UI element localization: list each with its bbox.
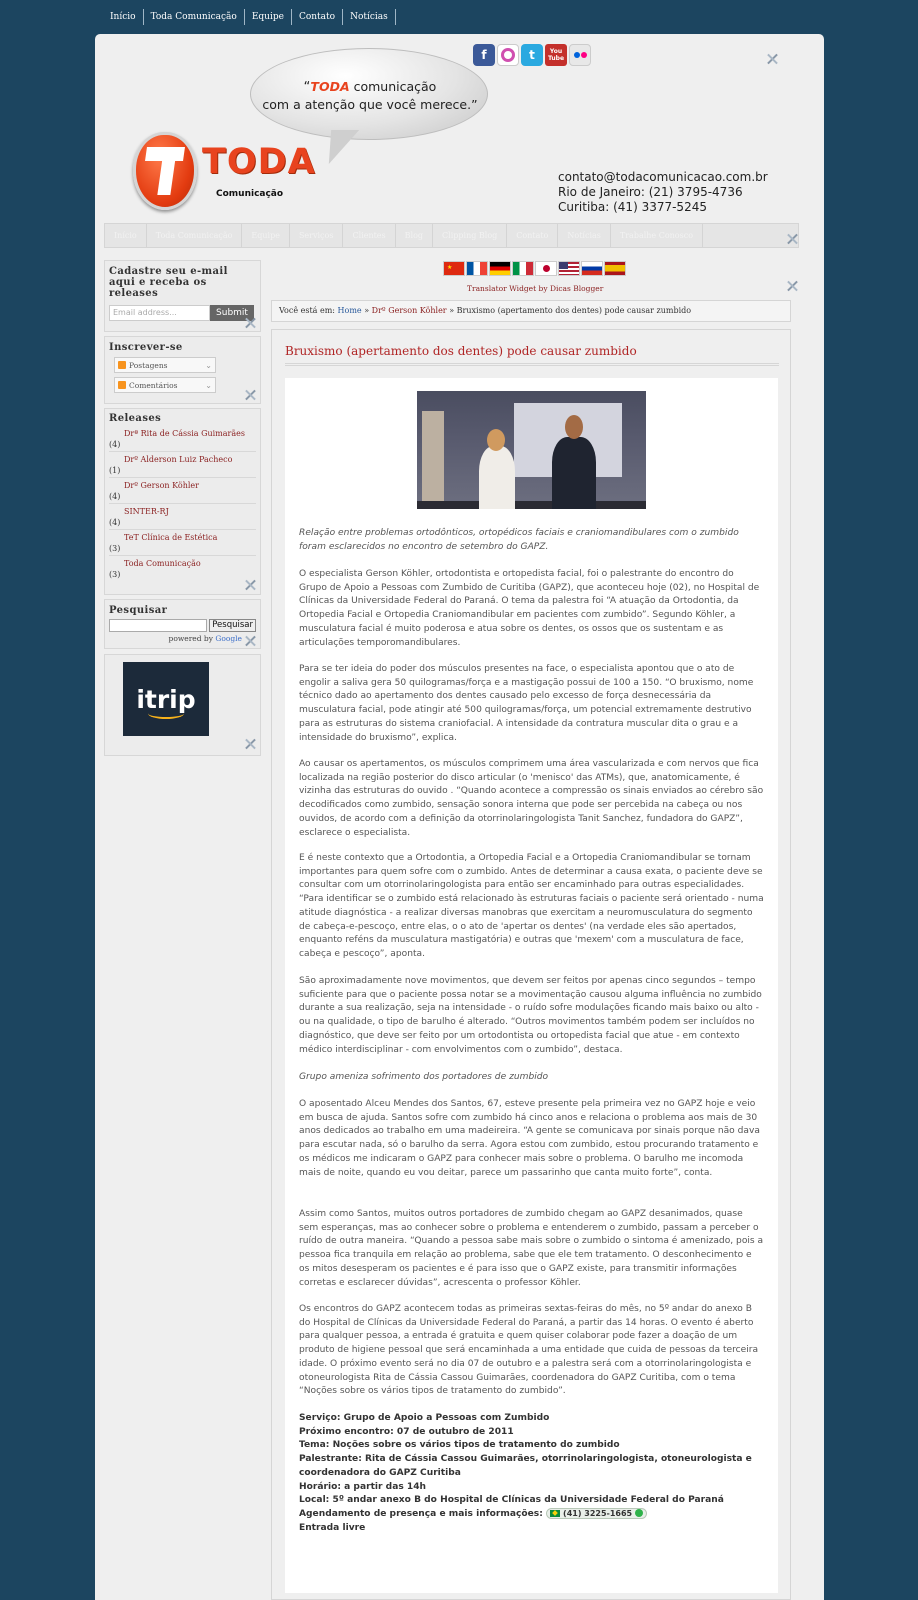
topnav-equipe[interactable]: Equipe — [245, 9, 292, 25]
slogan: “TODA comunicação com a atenção que você merece.” — [260, 78, 480, 113]
submit-button[interactable]: Submit — [210, 305, 254, 321]
itrip-banner[interactable] — [123, 662, 209, 736]
rss-icon — [118, 381, 126, 389]
post-paragraph: Assim como Santos, muitos outros portadores de zumbido chegam ao GAPZ desanimados, quase sem esperanças, mas ao conhecer sobre o problema e entenderem o zumbido, passam a perceber o ruído de outra maneira. “Quando a pessoa sabe mais sobre o zumbido o sintoma é amenizado, pois a pessoa fica tranquila em relação ao problema, sabe que ele tem tratamento. O desconhecimento e os mitos desesperam os pacientes e é para isso que o GAPZ existe, para transmitir informações corretas e esclarecer dúvidas”, acrescenta o professor Köhler. — [299, 1209, 764, 1288]
release-count: (3) — [109, 570, 121, 579]
releases-widget — [104, 408, 261, 595]
menu-item-clipping-blog[interactable]: Clipping Blog — [433, 224, 507, 247]
release-link[interactable]: TeT Clínica de Estética — [124, 533, 218, 542]
chevron-down-icon: ⌄ — [205, 360, 212, 370]
contact-rio: Rio de Janeiro: (21) 3795-4736 — [558, 185, 743, 199]
youtube-you: You — [549, 48, 563, 55]
flickr-icon[interactable] — [569, 44, 591, 66]
release-link[interactable]: Drº Gerson Köhler — [124, 481, 199, 490]
edit-tool-icon[interactable] — [242, 577, 258, 593]
edit-tool-icon[interactable] — [784, 278, 800, 294]
feed-posts-dropdown[interactable]: Postagens ⌄ — [114, 357, 216, 373]
twitter-glyph: t — [529, 48, 535, 62]
service-time: Horário: a partir das 14h — [299, 1481, 427, 1492]
inscrever-title: Inscrever-se — [109, 342, 183, 353]
search-title: Pesquisar — [109, 605, 168, 616]
flag-spain-icon[interactable] — [604, 261, 626, 276]
google-logo: Google — [215, 634, 242, 643]
release-count: (4) — [109, 440, 121, 449]
post-paragraph: O aposentado Alceu Mendes dos Santos, 67, esteve presente pela primeira vez no GAPZ hoje e veio em busca de ajuda. Santos sofre com zumbido há cinco anos e relaciona o problema aos mais de 30 anos dedicados ao trabalho em uma madeireira. “A gente se comunicava por sinais porque não dava para escutar nada, só o barulho da serra. Agora estou com zumbido, estou procurando tratamento e os médicos me indicaram o GAPZ para conhecer mais sobre o problema. O barulho me incomoda mais de noite, quando eu vou deitar, parece um passarinho que canta muito forte”, conta. — [299, 1099, 760, 1178]
flag-japan-icon[interactable] — [535, 261, 557, 276]
search-input[interactable] — [109, 619, 207, 632]
breadcrumb-home[interactable]: Home — [337, 306, 362, 315]
service-name: Serviço: Grupo de Apoio a Pessoas com Zumbido — [299, 1413, 550, 1423]
twitter-icon[interactable] — [521, 44, 543, 66]
email-field[interactable]: Email address... — [109, 305, 210, 321]
phone-badge[interactable]: (41) 3225-1665 — [546, 1508, 647, 1519]
itrip-logo: itrip — [136, 684, 196, 714]
call-icon — [635, 1509, 643, 1517]
youtube-tube: Tube — [547, 55, 565, 62]
brazil-flag-icon — [550, 1510, 560, 1517]
service-next: Próximo encontro: 07 de outubro de 2011 — [299, 1426, 514, 1437]
post-paragraph: Os encontros do GAPZ acontecem todas as primeiras sextas-feiras do mês, no 5º andar do anexo B do Hospital de Clínicas da Universidade Federal do Paraná, a partir das 14 horas. O evento é aberto para qualquer pessoa, a entrada é gratuita e quem quiser colaborar pode fazer a doação de um produto de higiene pessoal que será encaminhada a uma entidade que cuida de pessoas da terceira idade. O próximo evento será no dia 07 de outubro e a palestra será com a otorrinolaringologista e otoneurologista Rita de Cássia Cassou Guimarães, coordenadora do GAPZ Curitiba, com o tema “Noções sobre os vários tipos de tratamento do zumbido”. — [299, 1304, 759, 1397]
list-item — [109, 426, 256, 452]
releases-title: Releases — [109, 413, 162, 424]
powered-by-google: powered by Google — [168, 634, 242, 643]
edit-tool-icon[interactable] — [764, 51, 780, 67]
post-paragraph: Ao causar os apertamentos, os músculos comprimem uma área vascularizada e com nervos que fica localizada na região posterior do disco articular (o 'menisco' das ATMs), que, anatomicamente, é vizinha das estruturas do ouvido . “Quando acontece a compressão os sinais enviados ao cérebro são decodificados como zumbido, sensação sonora interna que pode ser percebida na cabeça ou nos ouvidos, de acordo com a definição da otorrinolaringologista Tanit Sanchez, fundadora do GAPZ”, esclarece o especialista. — [299, 759, 764, 838]
rss-icon — [118, 361, 126, 369]
post-paragraph: Para se ter ideia do poder dos músculos presentes na face, o especialista apontou que o ato de engolir a saliva gera 50 quilogramas/força e a mastigação possui de 100 a 150. “O bruxismo, nome técnico dado ao apertamento dos dentes causado pelo excesso de força desnecessária da musculatura facial, pode atingir até 500 quilogramas/força, um potencial extremamente destrutivo para as estruturas do sistema craniofacial. A intensidade da contratura muscular dita o grau e a intensidade do bruxismo”, explica. — [299, 664, 754, 743]
flag-china-icon[interactable]: ★ — [443, 261, 465, 276]
search-button[interactable]: Pesquisar — [209, 619, 256, 632]
service-speaker: Palestrante: Rita de Cássia Cassou Guimarães, otorrinolaringologista, otoneurologista e coordenadora do GAPZ Curitiba — [299, 1454, 752, 1478]
service-entry: Entrada livre — [299, 1522, 366, 1533]
slogan-line2: com a atenção que você merece.” — [262, 97, 478, 112]
release-link[interactable]: Drª Rita de Cássia Guimarães — [124, 429, 245, 438]
page-wrapper — [95, 34, 824, 1600]
slogan-brand: TODA — [310, 79, 350, 94]
edit-tool-icon[interactable] — [242, 315, 258, 331]
list-item — [109, 556, 256, 581]
post — [271, 329, 791, 1600]
flag-usa-icon[interactable] — [558, 261, 580, 276]
ad-widget — [104, 654, 261, 756]
logo-t-icon[interactable] — [133, 132, 197, 210]
topnav-toda-comunicacao[interactable]: Toda Comunicação — [144, 9, 245, 25]
release-count: (1) — [109, 466, 121, 475]
top-nav — [104, 9, 396, 25]
service-schedule: Agendamento de presença e mais informações: (41) 3225-1665 — [299, 1508, 764, 1522]
post-photo — [417, 391, 646, 509]
chevron-down-icon: ⌄ — [205, 380, 212, 390]
main-menu — [104, 223, 799, 248]
topnav-contato[interactable]: Contato — [292, 9, 343, 25]
service-theme: Tema: Noções sobre os vários tipos de tratamento do zumbido — [299, 1440, 620, 1451]
menu-item-equipe[interactable]: Equipe — [242, 224, 290, 247]
menu-item-toda-comunicacao[interactable]: Toda Comunicação — [147, 224, 243, 247]
menu-item-inicio[interactable]: Início — [105, 224, 147, 247]
facebook-glyph: f — [481, 48, 487, 62]
post-lead: Relação entre problemas ortodônticos, ortopédicos faciais e craniomandibulares com o zumbido foram esclarecidos no encontro de setembro do GAPZ. — [299, 528, 739, 552]
service-place: Local: 5º andar anexo B do Hospital de Clínicas da Universidade Federal do Paraná — [299, 1495, 724, 1506]
edit-tool-icon[interactable] — [242, 387, 258, 403]
edit-tool-icon[interactable] — [242, 633, 258, 649]
menu-item-blog[interactable]: Blog — [396, 224, 433, 247]
post-body — [285, 378, 778, 1593]
subscribe-title: Cadastre seu e-mail aqui e receba os releases — [109, 266, 228, 299]
header-contact — [558, 170, 768, 215]
orkut-icon[interactable] — [497, 44, 519, 66]
flag-france-icon[interactable] — [466, 261, 488, 276]
menu-item-trabalhe-conosco[interactable]: Trabalhe Conosco — [611, 224, 703, 247]
logo-subtitle: Comunicação — [216, 189, 284, 199]
flag-russia-icon[interactable] — [581, 261, 603, 276]
release-link[interactable]: SINTER-RJ — [124, 507, 169, 516]
flag-italy-icon[interactable] — [512, 261, 534, 276]
translator-credit[interactable]: Translator Widget by Dicas Blogger — [467, 284, 604, 293]
post-paragraph: O especialista Gerson Köhler, ortodontista e ortopedista facial, foi o palestrante do encontro do Grupo de Apoio a Pessoas com Zumbido de Curitiba (GAPZ), que aconteceu hoje (02), no Hospital de Clínicas da Universidade Federal do Paraná. O tema da palestra foi “A atuação da Ortodontia, da Ortopedia Facial e Ortopedia Craniomandibular em pacientes com zumbido”. Segundo Köhler, a musculatura facial é muito poderosa e atua sobre os dentes, os ossos que os sustentam e as articulações temporomandibulares. — [299, 569, 760, 648]
post-paragraph: São aproximadamente nove movimentos, que devem ser feitos por apenas cinco segundos – tempo suficiente para que o paciente possa notar se a movimentação causou alguma influência no zumbido durante a sua realização, seja na intensidade - o ruído sofre modulações ficando mais baixo ou alto - ou na qualidade, o tipo de barulho é alterado. “Outros movimentos também podem ser incluídos no diagnóstico, que deve ser feito por um ortodontista ou ortopedista facial que atue - em contexto médico interdisciplinar - com envolvimentos com o zumbido”, destaca. — [299, 976, 762, 1055]
menu-item-clientes[interactable]: Clientes — [343, 224, 395, 247]
breadcrumb: Você está em: Home » Drº Gerson Köhler » Bruxismo (apertamento dos dentes) pode causar zumbido — [271, 300, 791, 322]
breadcrumb-category[interactable]: Drº Gerson Köhler — [371, 306, 447, 315]
topnav-noticias[interactable]: Notícias — [343, 9, 396, 25]
breadcrumb-current: Bruxismo (apertamento dos dentes) pode causar zumbido — [456, 306, 692, 315]
flag-germany-icon[interactable] — [489, 261, 511, 276]
release-count: (4) — [109, 492, 121, 501]
menu-item-contato[interactable]: Contato — [507, 224, 558, 247]
facebook-icon[interactable] — [473, 44, 495, 66]
menu-item-servicos[interactable]: Serviços — [290, 224, 344, 247]
post-paragraph: E é neste contexto que a Ortodontia, a Ortopedia Facial e a Ortopedia Craniomandibular se tornam importantes para quem sofre com o zumbido. Antes de determinar a causa exata, o paciente deve se consultar com um otorrinolaringologista para então ser encaminhado para outras especialidades. “Para identificar se o zumbido está relacionado às estruturas faciais o paciente será orientado - numa atitude diagnóstica - a realizar diversas manobras que exercitam a neuromusculatura do segmento de cabeça-e-pescoço, entre elas, o o ato de 'apertar os dentes' (na verdade eles são apertados, enquanto reféns da musculatura mastigatória) e outras que 'mexem' com a musculatura de face, cabeça e pescoço”, aponta. — [299, 853, 764, 959]
service-info — [299, 1412, 764, 1535]
post-subhead: Grupo ameniza sofrimento dos portadores de zumbido — [299, 1072, 549, 1082]
release-count: (3) — [109, 544, 121, 553]
list-item — [109, 530, 256, 556]
list-item — [109, 504, 256, 530]
menu-item-noticias[interactable]: Notícias — [558, 224, 611, 247]
subscribe-feed-widget — [104, 336, 261, 404]
edit-tool-icon[interactable] — [242, 736, 258, 752]
subscribe-widget — [104, 260, 261, 332]
edit-tool-icon[interactable] — [784, 231, 800, 247]
social-links — [473, 44, 591, 66]
list-item — [109, 478, 256, 504]
contact-email[interactable]: contato@todacomunicacao.com.br — [558, 170, 768, 184]
release-link[interactable]: Drº Alderson Luiz Pacheco — [124, 455, 233, 464]
list-item — [109, 452, 256, 478]
release-count: (4) — [109, 518, 121, 527]
translator-flags — [443, 261, 626, 276]
topnav-inicio[interactable]: Início — [104, 9, 144, 25]
post-title[interactable]: Bruxismo (apertamento dos dentes) pode causar zumbido — [285, 344, 779, 366]
contact-curitiba: Curitiba: (41) 3377-5245 — [558, 200, 707, 214]
logo-word[interactable]: TODA — [202, 142, 316, 182]
release-link[interactable]: Toda Comunicação — [124, 559, 201, 568]
slogan-line1: comunicação — [349, 79, 437, 94]
search-widget — [104, 599, 261, 649]
youtube-icon[interactable] — [545, 44, 567, 66]
feed-comments-dropdown[interactable]: Comentários ⌄ — [114, 377, 216, 393]
